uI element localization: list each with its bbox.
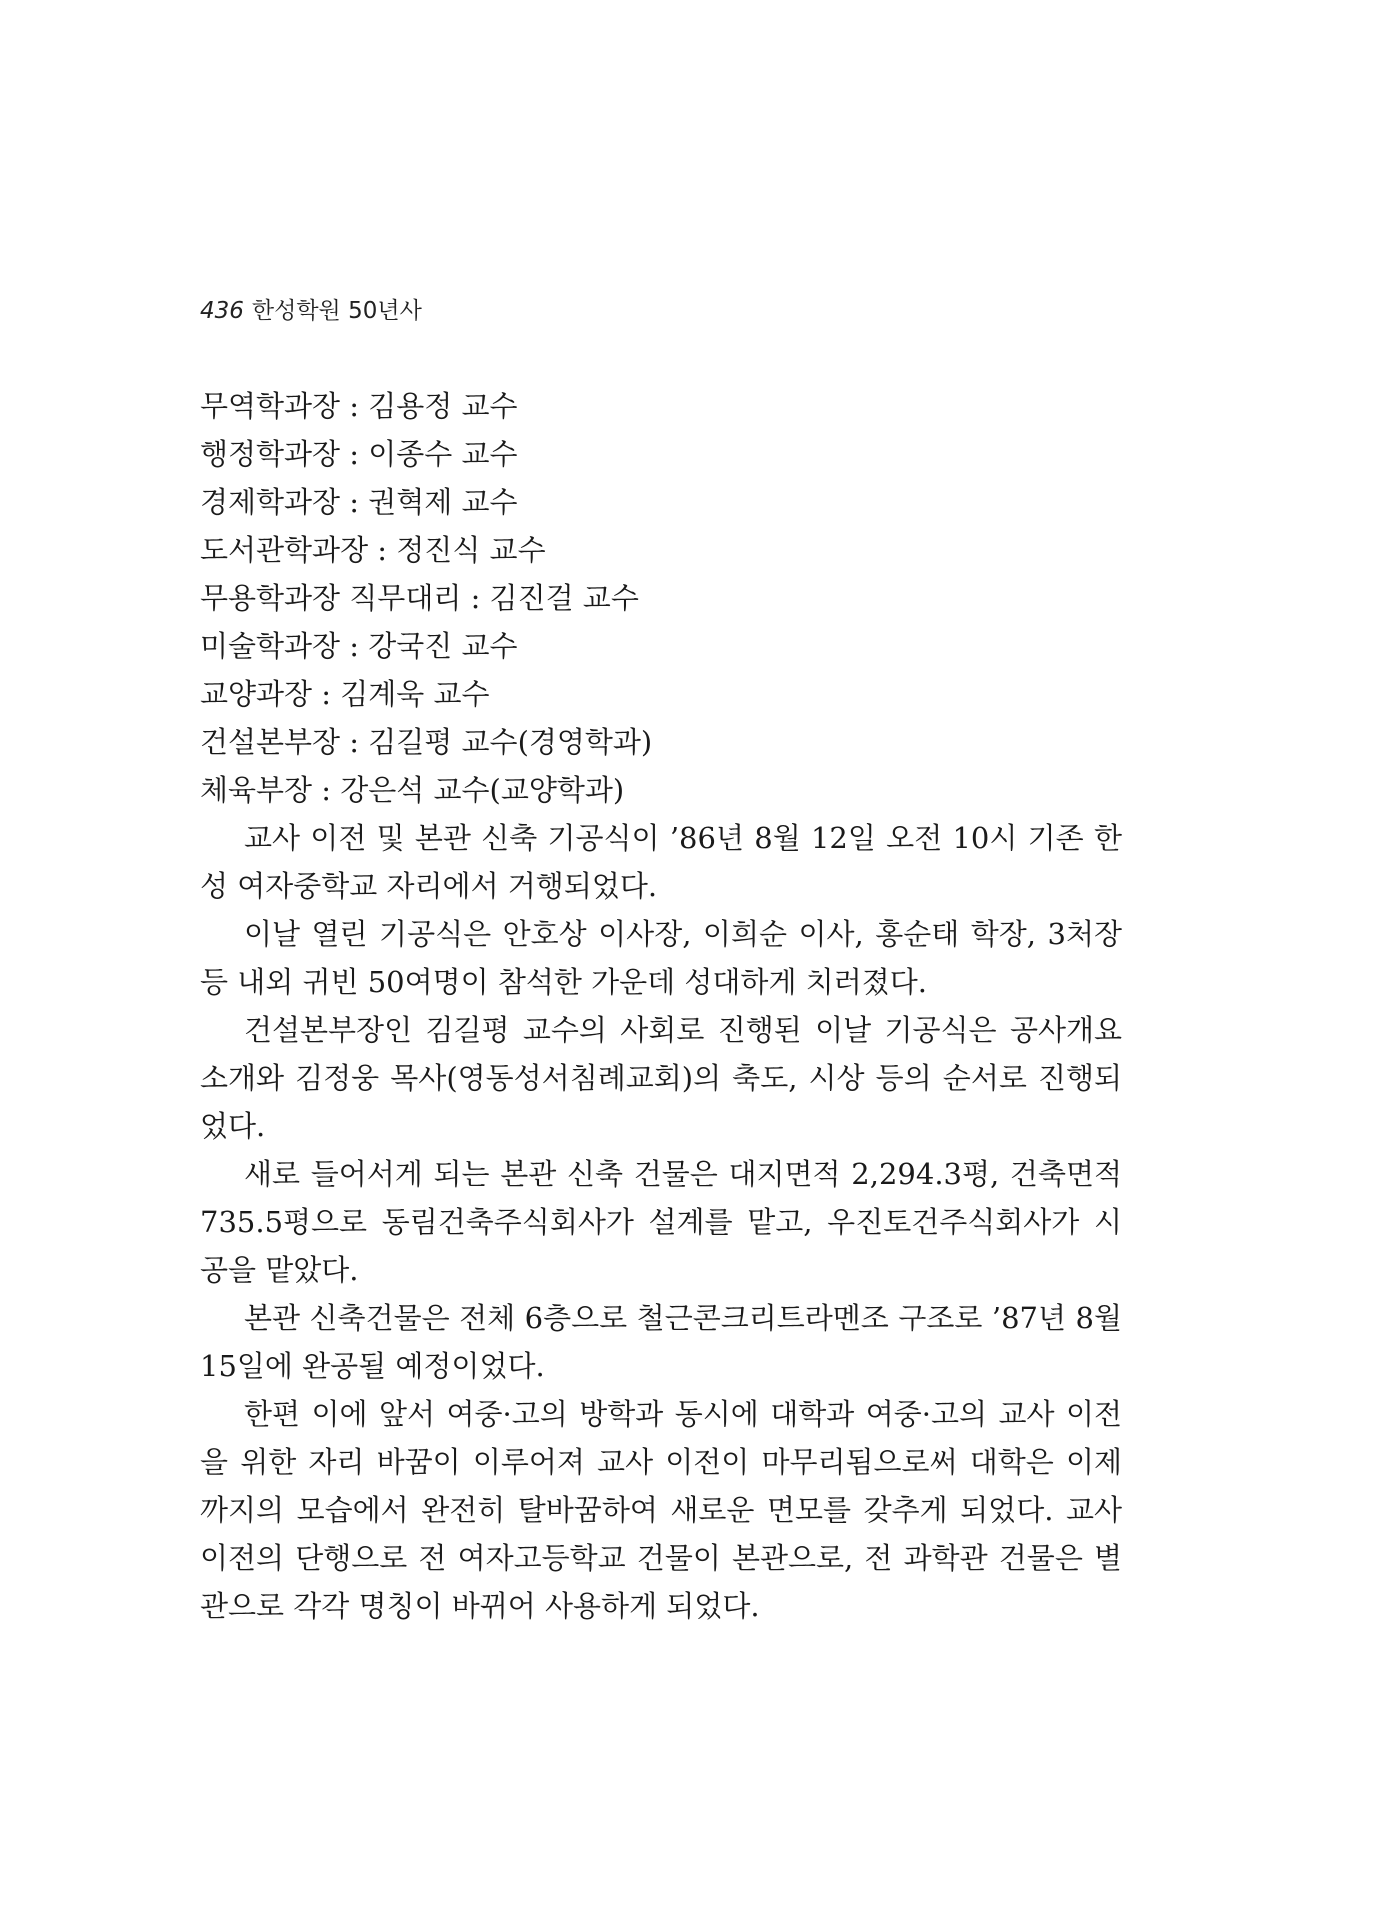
paragraph-completion: 본관 신축건물은 전체 6층으로 철근콘크리트라멘조 구조로 ’87년 8월 15일에 완공될 예정이었다. <box>200 1301 1122 1383</box>
paragraph-building-area: 새로 들어서게 되는 본관 신축 건물은 대지면적 2,294.3평, 건축면적 735.5평으로 동림건축주식회사가 설계를 맡고, 우진토건주식회사가 시공을 맡았다. <box>200 1157 1122 1287</box>
roster-line: 도서관학과장 : 정진식 교수 <box>200 533 546 567</box>
roster-line: 미술학과장 : 강국진 교수 <box>200 629 518 663</box>
staff-roster <box>200 382 1122 814</box>
roster-line: 무용학과장 직무대리 : 김진걸 교수 <box>200 581 639 615</box>
body-text <box>200 814 1122 1630</box>
roster-line: 건설본부장 : 김길평 교수(경영학과) <box>200 725 653 759</box>
paragraph-groundbreaking: 교사 이전 및 본관 신축 기공식이 ’86년 8월 12일 오전 10시 기존 한성 여자중학교 자리에서 거행되었다. <box>200 821 1122 903</box>
roster-line: 교양과장 : 김계욱 교수 <box>200 677 490 711</box>
paragraph-attendees: 이날 열린 기공식은 안호상 이사장, 이희순 이사, 홍순태 학장, 3처장 등 내외 귀빈 50여명이 참석한 가운데 성대하게 치러졌다. <box>200 917 1122 999</box>
roster-line: 무역학과장 : 김용정 교수 <box>200 389 518 423</box>
running-head <box>200 292 422 325</box>
roster-line: 체육부장 : 강은석 교수(교양학과) <box>200 773 625 807</box>
page-body <box>200 382 1122 1630</box>
book-title: 한성학원 50년사 <box>251 298 422 324</box>
paragraph-relocation: 한편 이에 앞서 여중·고의 방학과 동시에 대학과 여중·고의 교사 이전을 위한 자리 바꿈이 이루어져 교사 이전이 마무리됨으로써 대학은 이제까지의 모습에서 완전히 탈바꿈하여 새로운 면모를 갖추게 되었다. 교사 이전의 단행으로 전 여자고등학교 건물이 본관으로, 전 과학관 건물은 별관으로 각각 명칭이 바뀌어 사용하게 되었다. <box>200 1397 1122 1623</box>
roster-line: 경제학과장 : 권혁제 교수 <box>200 485 518 519</box>
paragraph-ceremony: 건설본부장인 김길평 교수의 사회로 진행된 이날 기공식은 공사개요 소개와 김정웅 목사(영동성서침례교회)의 축도, 시상 등의 순서로 진행되었다. <box>200 1013 1122 1143</box>
roster-line: 행정학과장 : 이종수 교수 <box>200 437 518 471</box>
page-number: 436 <box>200 298 244 324</box>
